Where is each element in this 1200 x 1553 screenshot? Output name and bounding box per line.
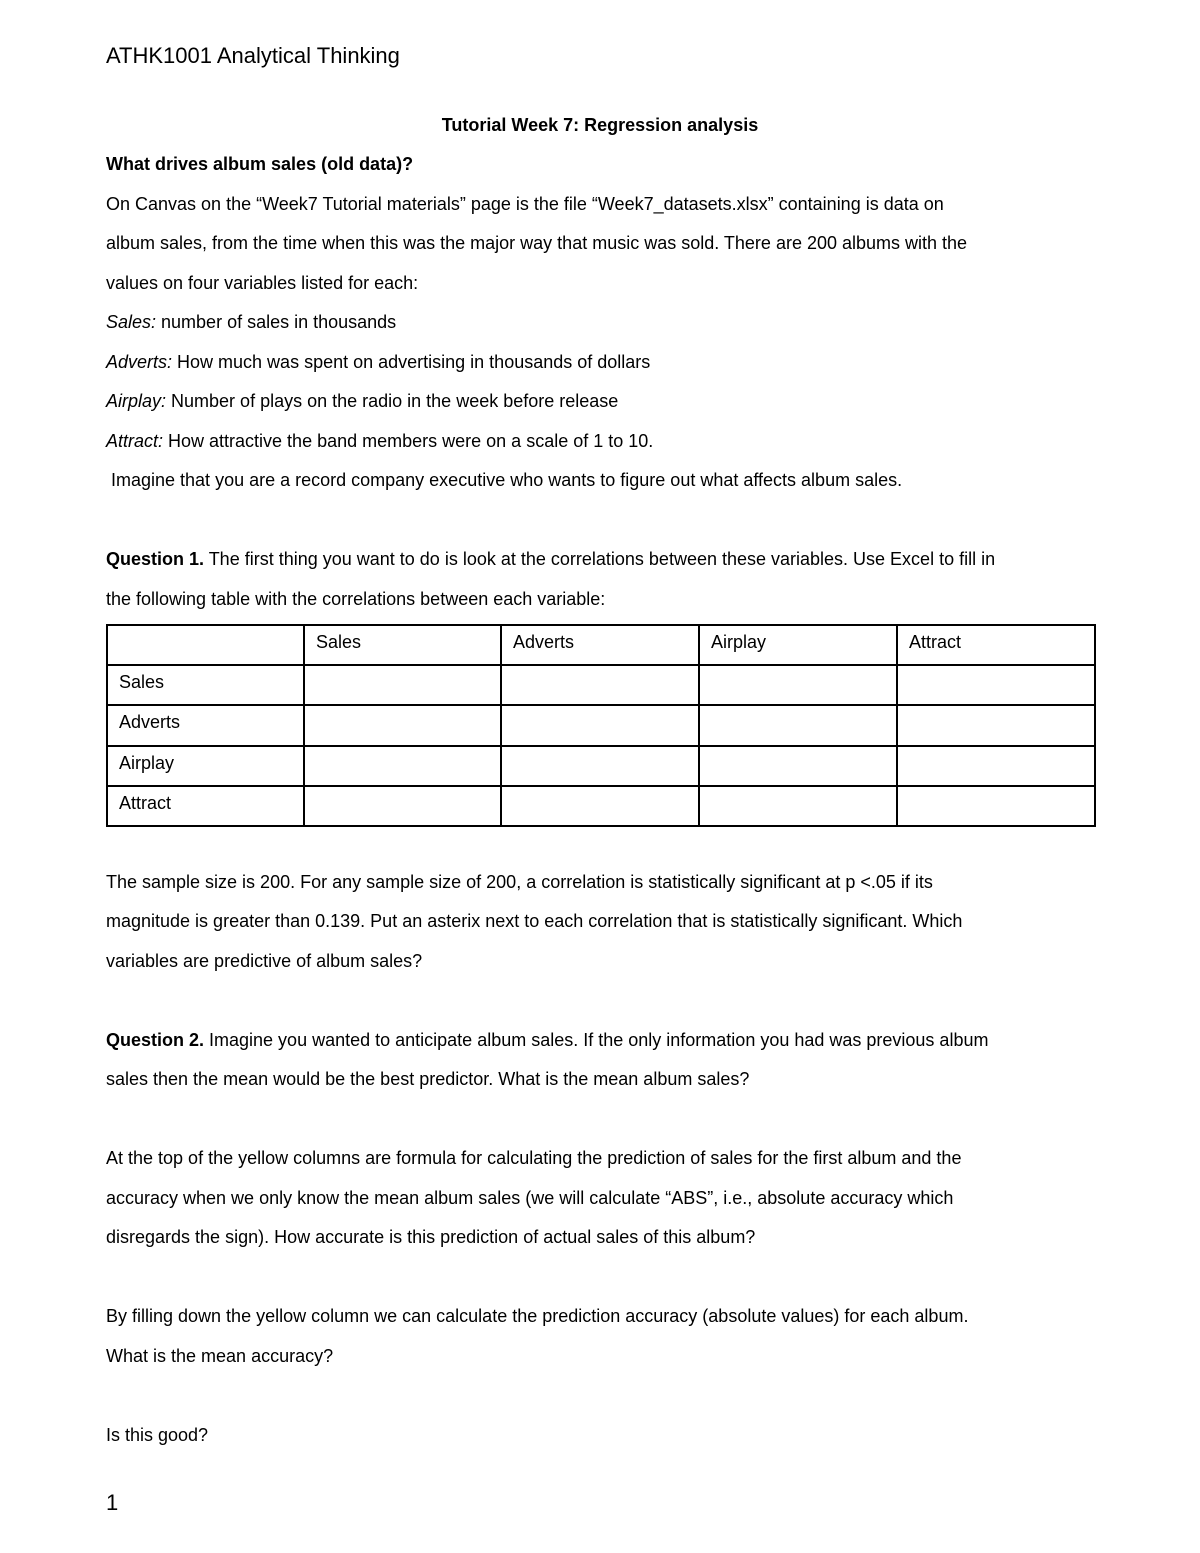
table-cell	[501, 746, 699, 786]
yellow-line-2: accuracy when we only know the mean album sales (we will calculate “ABS”, i.e., absolute accuracy which	[106, 1188, 954, 1208]
variable-desc: How much was spent on advertising in thousands of dollars	[172, 352, 651, 372]
yellow-line-3: disregards the sign). How accurate is this prediction of actual sales of this album?	[106, 1227, 756, 1247]
variable-name: Sales:	[106, 312, 157, 332]
section-heading: What drives album sales (old data)?	[106, 154, 414, 174]
table-row	[107, 665, 1095, 705]
imagine-text: Imagine that you are a record company executive who wants to figure out what affects album sales.	[106, 470, 903, 490]
sample-line-2: magnitude is greater than 0.139. Put an asterix next to each correlation that is statistically significant. Which	[106, 911, 963, 931]
table-cell	[897, 746, 1095, 786]
table-cell	[501, 665, 699, 705]
table-cell	[501, 786, 699, 826]
intro-line-2: album sales, from the time when this was the major way that music was sold. There are 200 albums with the	[106, 233, 968, 253]
row-label: Sales	[107, 665, 304, 705]
table-cell	[304, 786, 501, 826]
table-row	[107, 746, 1095, 786]
intro-line-3: values on four variables listed for each:	[106, 273, 419, 293]
question-2-label: Question 2.	[106, 1030, 205, 1050]
table-cell	[699, 665, 897, 705]
variable-name: Attract:	[106, 431, 164, 451]
table-header-row	[107, 625, 1095, 665]
filling-line-1: By filling down the yellow column we can calculate the prediction accuracy (absolute values) for each album.	[106, 1306, 969, 1326]
table-header-cell: Adverts	[501, 625, 699, 665]
question-2-text: Imagine you wanted to anticipate album sales. If the only information you had was previous album	[204, 1030, 989, 1050]
table-header-cell	[107, 625, 304, 665]
table-cell	[304, 665, 501, 705]
tutorial-title: Tutorial Week 7: Regression analysis	[441, 115, 759, 135]
variable-desc: How attractive the band members were on a scale of 1 to 10.	[163, 431, 654, 451]
variable-desc: number of sales in thousands	[156, 312, 397, 332]
question-1-line-2: the following table with the correlations between each variable:	[106, 589, 606, 609]
variable-sales	[106, 309, 396, 335]
row-label: Attract	[107, 786, 304, 826]
table-cell	[304, 705, 501, 745]
variable-adverts	[106, 349, 650, 375]
table-row	[107, 786, 1095, 826]
variable-airplay	[106, 388, 618, 414]
table-cell	[501, 705, 699, 745]
correlation-table	[106, 624, 1096, 827]
table-cell	[897, 705, 1095, 745]
sample-line-3: variables are predictive of album sales?	[106, 951, 423, 971]
table-header-cell: Airplay	[699, 625, 897, 665]
sample-line-1: The sample size is 200. For any sample size of 200, a correlation is statistically significant at p <.05 if its	[106, 872, 933, 892]
question-1-label: Question 1.	[106, 549, 205, 569]
page-header: ATHK1001 Analytical Thinking	[106, 43, 400, 68]
row-label: Airplay	[107, 746, 304, 786]
row-label: Adverts	[107, 705, 304, 745]
yellow-line-1: At the top of the yellow columns are formula for calculating the prediction of sales for the first album and the	[106, 1148, 962, 1168]
question-1-text: The first thing you want to do is look at the correlations between these variables. Use Excel to fill in	[204, 549, 996, 569]
variable-name: Airplay:	[106, 391, 167, 411]
variable-desc: Number of plays on the radio in the week before release	[166, 391, 619, 411]
table-cell	[304, 746, 501, 786]
variable-name: Adverts:	[106, 352, 173, 372]
table-header-cell: Sales	[304, 625, 501, 665]
question-2-line-1	[106, 1027, 988, 1053]
table-cell	[699, 786, 897, 826]
filling-line-2: What is the mean accuracy?	[106, 1346, 334, 1366]
page-number: 1	[106, 1490, 119, 1515]
variable-attract	[106, 428, 653, 454]
table-row	[107, 705, 1095, 745]
question-2-line-2: sales then the mean would be the best predictor. What is the mean album sales?	[106, 1069, 750, 1089]
is-this-good: Is this good?	[106, 1425, 209, 1445]
table-cell	[699, 705, 897, 745]
table-cell	[897, 665, 1095, 705]
intro-line-1: On Canvas on the “Week7 Tutorial materials” page is the file “Week7_datasets.xlsx” containing is data on	[106, 194, 944, 214]
table-cell	[897, 786, 1095, 826]
table-header-cell: Attract	[897, 625, 1095, 665]
question-1-line-1	[106, 546, 995, 572]
table-cell	[699, 746, 897, 786]
